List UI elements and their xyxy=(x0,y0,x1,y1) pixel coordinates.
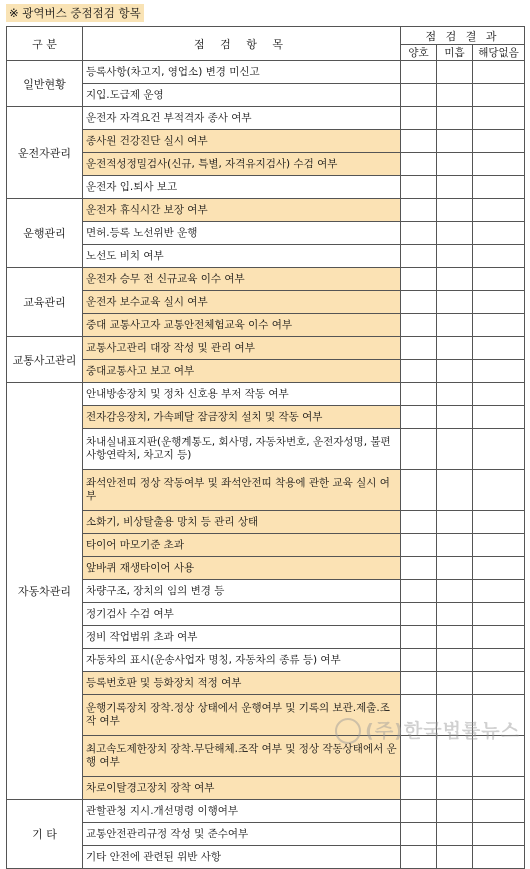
item-text: 차로이탈경고장치 장착 여부 xyxy=(86,781,215,794)
result-poor-cell[interactable] xyxy=(437,268,473,291)
result-good-cell[interactable] xyxy=(401,823,437,846)
result-na-cell[interactable] xyxy=(473,153,525,176)
result-poor-cell[interactable] xyxy=(437,130,473,153)
table-row xyxy=(7,268,525,291)
table-row xyxy=(7,360,525,383)
result-good-cell[interactable] xyxy=(401,176,437,199)
result-poor-cell[interactable] xyxy=(437,672,473,695)
item-text: 앞바퀴 재생타이어 사용 xyxy=(86,561,195,574)
item-text: 관할관청 지시.개선명령 이행여부 xyxy=(86,804,239,817)
item-cell xyxy=(83,61,401,84)
category-cell: 운전자관리 xyxy=(7,107,83,199)
item-text: 소화기, 비상탈출용 망치 등 관리 상태 xyxy=(86,515,259,528)
item-text: 중대교통사고 보고 여부 xyxy=(86,364,195,377)
result-na-cell[interactable] xyxy=(473,626,525,649)
watermark-text: (주)한국법률뉴스 xyxy=(365,719,520,742)
table-row xyxy=(7,557,525,580)
category-cell: 기 타 xyxy=(7,800,83,869)
result-good-cell[interactable] xyxy=(401,800,437,823)
result-poor-cell[interactable] xyxy=(437,557,473,580)
table-row xyxy=(7,245,525,268)
result-good-cell[interactable] xyxy=(401,314,437,337)
item-cell xyxy=(83,534,401,557)
item-text: 기타 안전에 관련된 위반 사항 xyxy=(86,850,222,863)
item-cell xyxy=(83,153,401,176)
item-cell xyxy=(83,291,401,314)
item-cell xyxy=(83,580,401,603)
item-cell xyxy=(83,176,401,199)
table-row xyxy=(7,603,525,626)
item-text: 운전자 승무 전 신규교육 이수 여부 xyxy=(86,272,245,285)
result-na-cell[interactable] xyxy=(473,199,525,222)
item-text: 중대 교통사고자 교통안전체험교육 이수 여부 xyxy=(86,318,293,331)
header-result: 점 검 결 과 xyxy=(401,27,525,45)
item-text: 운전자 자격요건 부적격자 종사 여부 xyxy=(86,111,252,124)
result-poor-cell[interactable] xyxy=(437,603,473,626)
item-cell xyxy=(83,337,401,360)
table-row xyxy=(7,199,525,222)
item-text: 정비 작업범위 초과 여부 xyxy=(86,630,198,643)
result-good-cell[interactable] xyxy=(401,291,437,314)
item-cell xyxy=(83,268,401,291)
result-na-cell[interactable] xyxy=(473,534,525,557)
table-row xyxy=(7,222,525,245)
result-na-cell[interactable] xyxy=(473,314,525,337)
item-text: 전자감응장치, 가속페달 잠금장치 설치 및 작동 여부 xyxy=(86,410,323,423)
result-na-cell[interactable] xyxy=(473,130,525,153)
table-body xyxy=(7,61,525,869)
table-row xyxy=(7,107,525,130)
item-cell xyxy=(83,199,401,222)
table-row xyxy=(7,153,525,176)
result-na-cell[interactable] xyxy=(473,406,525,429)
item-text: 지입.도급제 운영 xyxy=(86,88,164,101)
item-text: 운전자 입.퇴사 보고 xyxy=(86,180,178,193)
category-cell: 교육관리 xyxy=(7,268,83,337)
item-cell xyxy=(83,777,401,800)
item-text: 타이어 마모기준 초과 xyxy=(86,538,184,551)
result-good-cell[interactable] xyxy=(401,153,437,176)
result-na-cell[interactable] xyxy=(473,672,525,695)
table-row xyxy=(7,511,525,534)
item-cell xyxy=(83,406,401,429)
table-row xyxy=(7,429,525,470)
table-row xyxy=(7,176,525,199)
item-cell xyxy=(83,846,401,869)
result-poor-cell[interactable] xyxy=(437,176,473,199)
result-good-cell[interactable] xyxy=(401,222,437,245)
result-good-cell[interactable] xyxy=(401,360,437,383)
result-poor-cell[interactable] xyxy=(437,107,473,130)
logo-icon xyxy=(335,718,361,744)
result-poor-cell[interactable] xyxy=(437,153,473,176)
result-na-cell[interactable] xyxy=(473,649,525,672)
result-good-cell[interactable] xyxy=(401,245,437,268)
result-poor-cell[interactable] xyxy=(437,534,473,557)
result-na-cell[interactable] xyxy=(473,470,525,511)
result-poor-cell[interactable] xyxy=(437,823,473,846)
result-poor-cell[interactable] xyxy=(437,291,473,314)
table-row xyxy=(7,383,525,406)
table-row xyxy=(7,534,525,557)
item-text: 차량구조, 장치의 임의 변경 등 xyxy=(86,584,225,597)
table-row xyxy=(7,800,525,823)
result-poor-cell[interactable] xyxy=(437,429,473,470)
result-na-cell[interactable] xyxy=(473,337,525,360)
table-row xyxy=(7,846,525,869)
item-cell xyxy=(83,130,401,153)
item-cell xyxy=(83,383,401,406)
item-cell xyxy=(83,360,401,383)
item-cell xyxy=(83,823,401,846)
result-poor-cell[interactable] xyxy=(437,314,473,337)
result-na-cell[interactable] xyxy=(473,222,525,245)
item-text: 운전적성정밀검사(신규, 특별, 자격유지검사) 수검 여부 xyxy=(86,157,338,170)
result-poor-cell[interactable] xyxy=(437,383,473,406)
item-cell xyxy=(83,107,401,130)
category-cell: 일반현황 xyxy=(7,61,83,107)
result-good-cell[interactable] xyxy=(401,268,437,291)
item-text: 최고속도제한장치 장착.무단해체.조작 여부 및 정상 작동상태에서 운행 여부 xyxy=(86,743,397,768)
result-na-cell[interactable] xyxy=(473,580,525,603)
result-good-cell[interactable] xyxy=(401,61,437,84)
header-na: 해당없음 xyxy=(473,45,525,61)
result-good-cell[interactable] xyxy=(401,649,437,672)
item-text: 정기검사 수검 여부 xyxy=(86,607,174,620)
watermark xyxy=(335,716,520,745)
item-text: 교통사고관리 대장 작성 및 관리 여부 xyxy=(86,341,255,354)
result-good-cell[interactable] xyxy=(401,511,437,534)
result-na-cell[interactable] xyxy=(473,823,525,846)
table-row xyxy=(7,337,525,360)
table-row xyxy=(7,626,525,649)
table-row xyxy=(7,649,525,672)
result-good-cell[interactable] xyxy=(401,199,437,222)
result-na-cell[interactable] xyxy=(473,777,525,800)
item-cell xyxy=(83,429,401,470)
result-poor-cell[interactable] xyxy=(437,470,473,511)
category-cell: 운행관리 xyxy=(7,199,83,268)
result-poor-cell[interactable] xyxy=(437,580,473,603)
item-text: 면허.등록 노선위반 운행 xyxy=(86,226,198,239)
table-row xyxy=(7,470,525,511)
result-poor-cell[interactable] xyxy=(437,511,473,534)
table-row xyxy=(7,84,525,107)
result-good-cell[interactable] xyxy=(401,603,437,626)
result-na-cell[interactable] xyxy=(473,291,525,314)
result-na-cell[interactable] xyxy=(473,360,525,383)
result-good-cell[interactable] xyxy=(401,470,437,511)
table-row xyxy=(7,777,525,800)
item-text: 차내실내표지판(운행계통도, 회사명, 자동차번호, 운전자성명, 불편사항연락처, 차고지 등) xyxy=(86,436,391,461)
result-poor-cell[interactable] xyxy=(437,84,473,107)
item-cell xyxy=(83,84,401,107)
header-category: 구 분 xyxy=(7,27,83,61)
document-title: ※ 광역버스 중점점검 항목 xyxy=(6,4,144,22)
item-cell xyxy=(83,557,401,580)
result-na-cell[interactable] xyxy=(473,176,525,199)
result-good-cell[interactable] xyxy=(401,383,437,406)
header-items: 점 검 항 목 xyxy=(83,27,401,61)
result-good-cell[interactable] xyxy=(401,580,437,603)
result-na-cell[interactable] xyxy=(473,846,525,869)
result-na-cell[interactable] xyxy=(473,84,525,107)
result-good-cell[interactable] xyxy=(401,337,437,360)
category-cell: 교통사고관리 xyxy=(7,337,83,383)
result-poor-cell[interactable] xyxy=(437,649,473,672)
result-na-cell[interactable] xyxy=(473,383,525,406)
item-cell xyxy=(83,649,401,672)
table-row xyxy=(7,823,525,846)
result-good-cell[interactable] xyxy=(401,777,437,800)
result-na-cell[interactable] xyxy=(473,245,525,268)
result-poor-cell[interactable] xyxy=(437,360,473,383)
result-poor-cell[interactable] xyxy=(437,626,473,649)
result-good-cell[interactable] xyxy=(401,84,437,107)
result-good-cell[interactable] xyxy=(401,846,437,869)
table-row xyxy=(7,406,525,429)
item-text: 안내방송장치 및 정차 신호용 부저 작동 여부 xyxy=(86,387,289,400)
result-good-cell[interactable] xyxy=(401,557,437,580)
item-cell xyxy=(83,511,401,534)
result-poor-cell[interactable] xyxy=(437,846,473,869)
result-na-cell[interactable] xyxy=(473,268,525,291)
result-na-cell[interactable] xyxy=(473,557,525,580)
item-text: 운행기록장치 장착.정상 상태에서 운행여부 및 기록의 보관.제출.조작 여부 xyxy=(86,702,390,727)
item-cell xyxy=(83,470,401,511)
item-text: 노선도 비치 여부 xyxy=(86,249,164,262)
result-na-cell[interactable] xyxy=(473,61,525,84)
item-text: 교통안전관리규정 작성 및 준수여부 xyxy=(86,827,249,840)
table-row xyxy=(7,314,525,337)
result-good-cell[interactable] xyxy=(401,534,437,557)
item-text: 등록사항(차고지, 영업소) 변경 미신고 xyxy=(86,65,260,78)
result-na-cell[interactable] xyxy=(473,429,525,470)
result-good-cell[interactable] xyxy=(401,429,437,470)
result-na-cell[interactable] xyxy=(473,603,525,626)
result-good-cell[interactable] xyxy=(401,672,437,695)
table-row xyxy=(7,580,525,603)
result-poor-cell[interactable] xyxy=(437,222,473,245)
item-cell xyxy=(83,672,401,695)
item-text: 좌석안전띠 정상 작동여부 및 좌석안전띠 착용에 관한 교육 실시 여부 xyxy=(86,477,390,502)
result-na-cell[interactable] xyxy=(473,107,525,130)
result-na-cell[interactable] xyxy=(473,800,525,823)
category-cell: 자동차관리 xyxy=(7,383,83,800)
item-cell xyxy=(83,222,401,245)
table-row xyxy=(7,130,525,153)
item-text: 운전자 보수교육 실시 여부 xyxy=(86,295,208,308)
result-good-cell[interactable] xyxy=(401,130,437,153)
result-poor-cell[interactable] xyxy=(437,800,473,823)
item-text: 등록번호판 및 등화장치 적정 여부 xyxy=(86,676,242,689)
item-text: 종사원 건강진단 실시 여부 xyxy=(86,134,208,147)
item-cell xyxy=(83,603,401,626)
table-row xyxy=(7,291,525,314)
result-good-cell[interactable] xyxy=(401,107,437,130)
item-text: 운전자 휴식시간 보장 여부 xyxy=(86,203,208,216)
header-poor: 미흡 xyxy=(437,45,473,61)
result-poor-cell[interactable] xyxy=(437,777,473,800)
result-poor-cell[interactable] xyxy=(437,61,473,84)
item-cell xyxy=(83,314,401,337)
table-row xyxy=(7,61,525,84)
result-poor-cell[interactable] xyxy=(437,406,473,429)
header-good: 양호 xyxy=(401,45,437,61)
item-text: 자동차의 표시(운송사업자 명칭, 자동차의 종류 등) 여부 xyxy=(86,653,341,666)
result-good-cell[interactable] xyxy=(401,406,437,429)
result-poor-cell[interactable] xyxy=(437,199,473,222)
item-cell xyxy=(83,800,401,823)
result-na-cell[interactable] xyxy=(473,511,525,534)
table-row xyxy=(7,672,525,695)
item-cell xyxy=(83,626,401,649)
result-poor-cell[interactable] xyxy=(437,337,473,360)
item-cell xyxy=(83,245,401,268)
result-poor-cell[interactable] xyxy=(437,245,473,268)
result-good-cell[interactable] xyxy=(401,626,437,649)
